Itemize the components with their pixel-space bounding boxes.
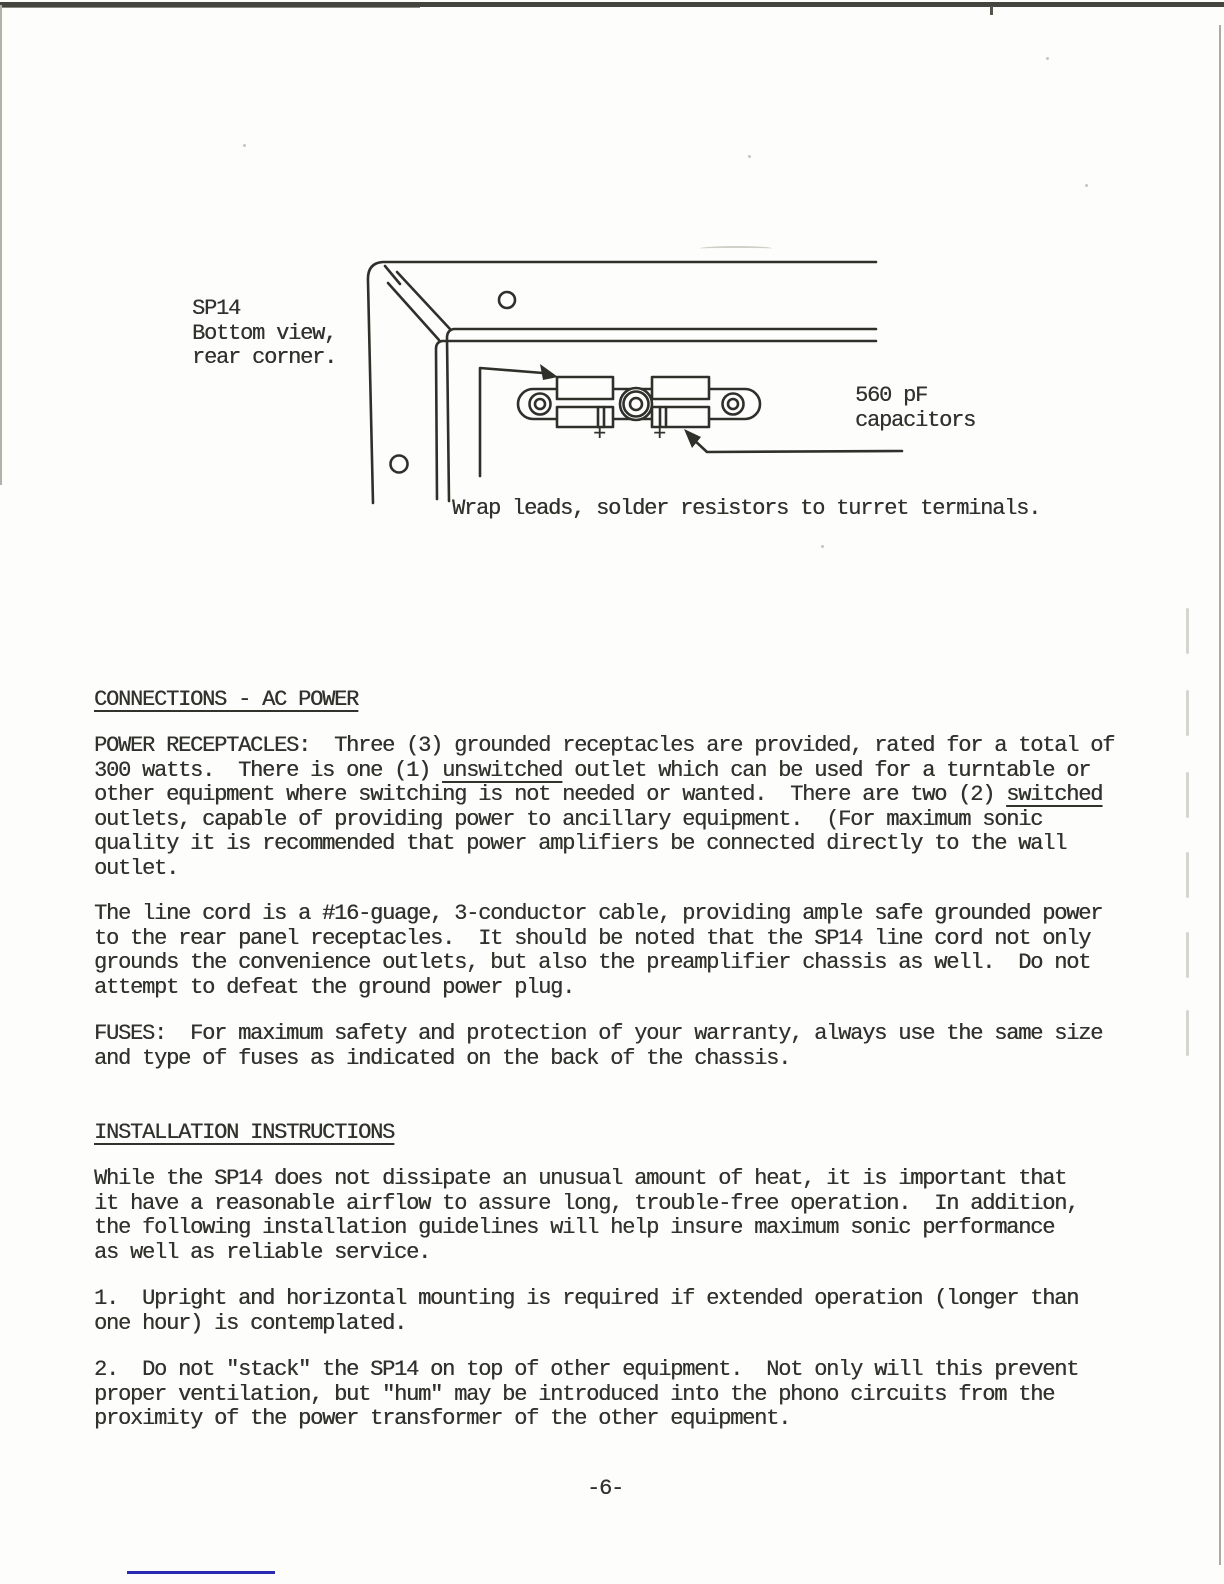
scan-artifact-binding-mark: [1186, 932, 1189, 978]
polarity-plus-mark: +: [653, 422, 666, 447]
page-number: -6-: [587, 1476, 624, 1501]
scan-artifact-binding-mark: [1186, 608, 1189, 654]
section-heading-connections: CONNECTIONS - AC POWER: [94, 687, 359, 712]
figure-caption: Wrap leads, solder resistors to turret terminals.: [452, 496, 1041, 521]
link-underline-mark: [127, 1571, 275, 1574]
polarity-plus-mark: +: [593, 422, 606, 447]
callout-line-leads: [480, 368, 543, 476]
component-top-right: [652, 377, 709, 399]
figure-device-label: SP14 Bottom view, rear corner.: [192, 296, 337, 370]
paragraph-line-cord: The line cord is a #16-guage, 3-conductor cable, providing ample safe grounded power to the rear panel receptacles. It should be noted that the SP14 line cord not only grounds the convenience outlets, but also the preamplifier chassis as well. Do not attempt to defeat the ground power plug.: [94, 901, 1103, 1000]
corner-chamfer-line: [385, 266, 400, 284]
chassis-outer-edge: [368, 262, 876, 503]
list-item-no-stacking: 2. Do not "stack" the SP14 on top of other equipment. Not only will this prevent proper ventilation, but "hum" may be introduced into the phono circuits from the proximity of the power transformer of the other equipment.: [94, 1357, 1079, 1431]
figure-capacitor-label: 560 pF capacitors: [855, 383, 976, 433]
section-heading-installation: INSTALLATION INSTRUCTIONS: [94, 1120, 395, 1145]
scan-artifact-binding-mark: [1186, 772, 1189, 818]
callout-line-capacitor: [693, 439, 902, 452]
paragraph-airflow: While the SP14 does not dissipate an unusual amount of heat, it is important that it have a reasonable airflow to assure long, trouble-free operation. In addition, the following installation guidelines will help insure maximum sonic performance as well as reliable service.: [94, 1166, 1079, 1265]
scan-artifact-binding-mark: [1186, 1010, 1189, 1056]
scan-artifact-binding-mark: [1186, 852, 1189, 898]
list-item-upright-mounting: 1. Upright and horizontal mounting is required if extended operation (longer than one hour) is contemplated.: [94, 1286, 1079, 1336]
screw-hole-top: [499, 292, 515, 308]
chassis-line-drawing: [0, 0, 1224, 560]
paragraph-fuses: FUSES: For maximum safety and protection of your warranty, always use the same size and type of fuses as indicated on the back of the chassis.: [94, 1021, 1103, 1071]
screw-hole-left: [391, 456, 408, 473]
scan-artifact-binding-mark: [1186, 690, 1189, 736]
component-top-left: [557, 377, 613, 399]
callout-arrowhead-leads: [540, 364, 558, 380]
paragraph-power-receptacles: POWER RECEPTACLES: Three (3) grounded receptacles are provided, rated for a total of 300 watts. There is one (1) unswitched outlet which can be used for a turntable or other equipment where switching is not needed or wanted. There are two (2) switched outlets, capable of providing power to ancillary equipment. (For maximum sonic quality it is recommended that power amplifiers be connected directly to the wall outlet.: [94, 733, 1115, 881]
